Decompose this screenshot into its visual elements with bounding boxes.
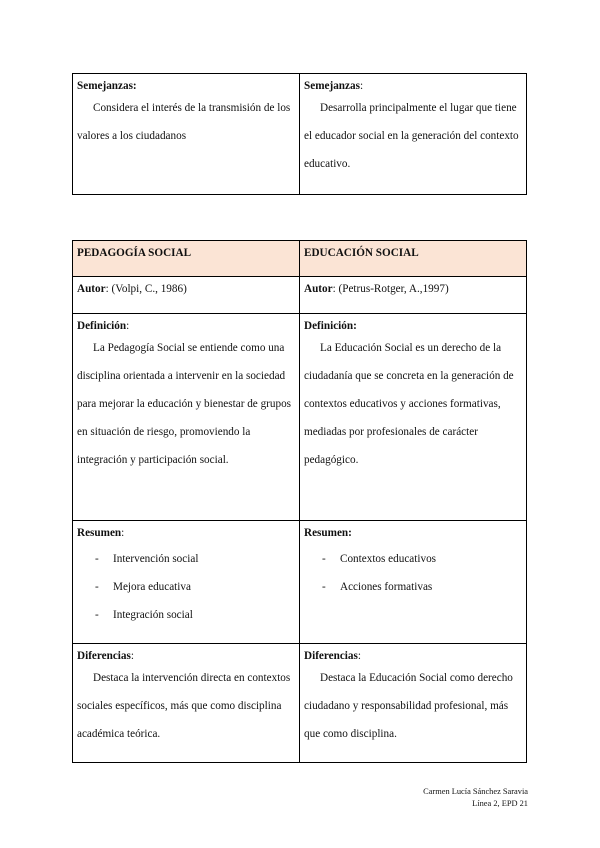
header-row: [73, 241, 527, 277]
summary-right-label: Resumen:: [304, 527, 352, 539]
differences-right-colon: :: [357, 650, 361, 662]
summary-left-cell: [73, 521, 300, 644]
page-footer: [423, 786, 528, 810]
summary-right-cell: [300, 521, 527, 644]
list-item-text: Mejora educativa: [113, 581, 191, 593]
similarities-left-text: Considera el interés de la transmisión de los valores a los ciudadanos: [77, 102, 291, 142]
differences-left-colon: :: [130, 650, 134, 662]
list-item: [77, 573, 295, 601]
definition-left-cell: [73, 314, 300, 521]
list-item-text: Acciones formativas: [340, 581, 433, 593]
author-right-label: Autor: [304, 283, 333, 295]
bullet-dash: -: [95, 581, 99, 593]
differences-left-text: Destaca la intervención directa en contextos sociales específicos, más que como disciplina académica teórica.: [77, 672, 291, 740]
list-item-text: Integración social: [113, 609, 193, 621]
list-item: [304, 573, 522, 601]
author-row: [73, 277, 527, 314]
comparison-table: [72, 240, 527, 763]
author-right-value: : (Petrus-Rotger, A.,1997): [332, 283, 449, 295]
bullet-dash: -: [95, 553, 99, 565]
similarities-right-cell: [300, 74, 527, 195]
bullet-dash: -: [322, 581, 326, 593]
author-left-label: Autor: [77, 283, 106, 295]
differences-row: [73, 644, 527, 763]
definition-left-text: La Pedagogía Social se entiende como una disciplina orientada a intervenir en la sociedad para mejorar la educación y bienestar de grupos en situación de riesgo, promoviendo la integración y participación social.: [77, 342, 292, 466]
author-right-cell: [300, 277, 527, 314]
author-left-value: : (Volpi, C., 1986): [105, 283, 187, 295]
footer-author: Carmen Lucía Sánchez Saravia: [423, 787, 528, 796]
similarities-right-text: Desarrolla principalmente el lugar que tiene el educador social en la generación del contexto educativo.: [304, 102, 519, 170]
definition-left-colon: :: [126, 320, 130, 332]
similarities-right-label: Semejanzas: [304, 80, 360, 92]
summary-right-list: [304, 545, 522, 601]
summary-row: [73, 521, 527, 644]
definition-right-cell: [300, 314, 527, 521]
summary-left-label: Resumen: [77, 527, 122, 539]
list-item-text: Contextos educativos: [340, 553, 437, 565]
bullet-dash: -: [95, 609, 99, 621]
differences-left-cell: [73, 644, 300, 763]
differences-left-label: Diferencias: [77, 650, 131, 662]
definition-right-text: La Educación Social es un derecho de la ciudadanía que se concreta en la generación de contextos educativos y acciones formativas, mediadas por profesionales de carácter pedagógico.: [304, 342, 514, 466]
differences-right-cell: [300, 644, 527, 763]
list-item: [304, 545, 522, 573]
list-item: [77, 601, 295, 629]
differences-right-label: Diferencias: [304, 650, 358, 662]
similarities-left-cell: [73, 74, 300, 195]
summary-left-list: [77, 545, 295, 629]
author-left-cell: [73, 277, 300, 314]
definition-right-label: Definición:: [304, 320, 357, 332]
definition-left-label: Definición: [77, 320, 127, 332]
differences-right-text: Destaca la Educación Social como derecho ciudadano y responsabilidad profesional, más que como disciplina.: [304, 672, 513, 740]
list-item: [77, 545, 295, 573]
header-left: PEDAGOGÍA SOCIAL: [73, 241, 300, 277]
list-item-text: Intervención social: [113, 553, 199, 565]
similarities-table: [72, 73, 527, 195]
definition-row: [73, 314, 527, 521]
header-right: EDUCACIÓN SOCIAL: [300, 241, 527, 277]
footer-course: Línea 2, EPD 21: [472, 799, 528, 808]
similarities-left-label: Semejanzas:: [77, 80, 137, 92]
similarities-right-colon: :: [359, 80, 364, 92]
bullet-dash: -: [322, 553, 326, 565]
summary-left-colon: :: [121, 527, 125, 539]
